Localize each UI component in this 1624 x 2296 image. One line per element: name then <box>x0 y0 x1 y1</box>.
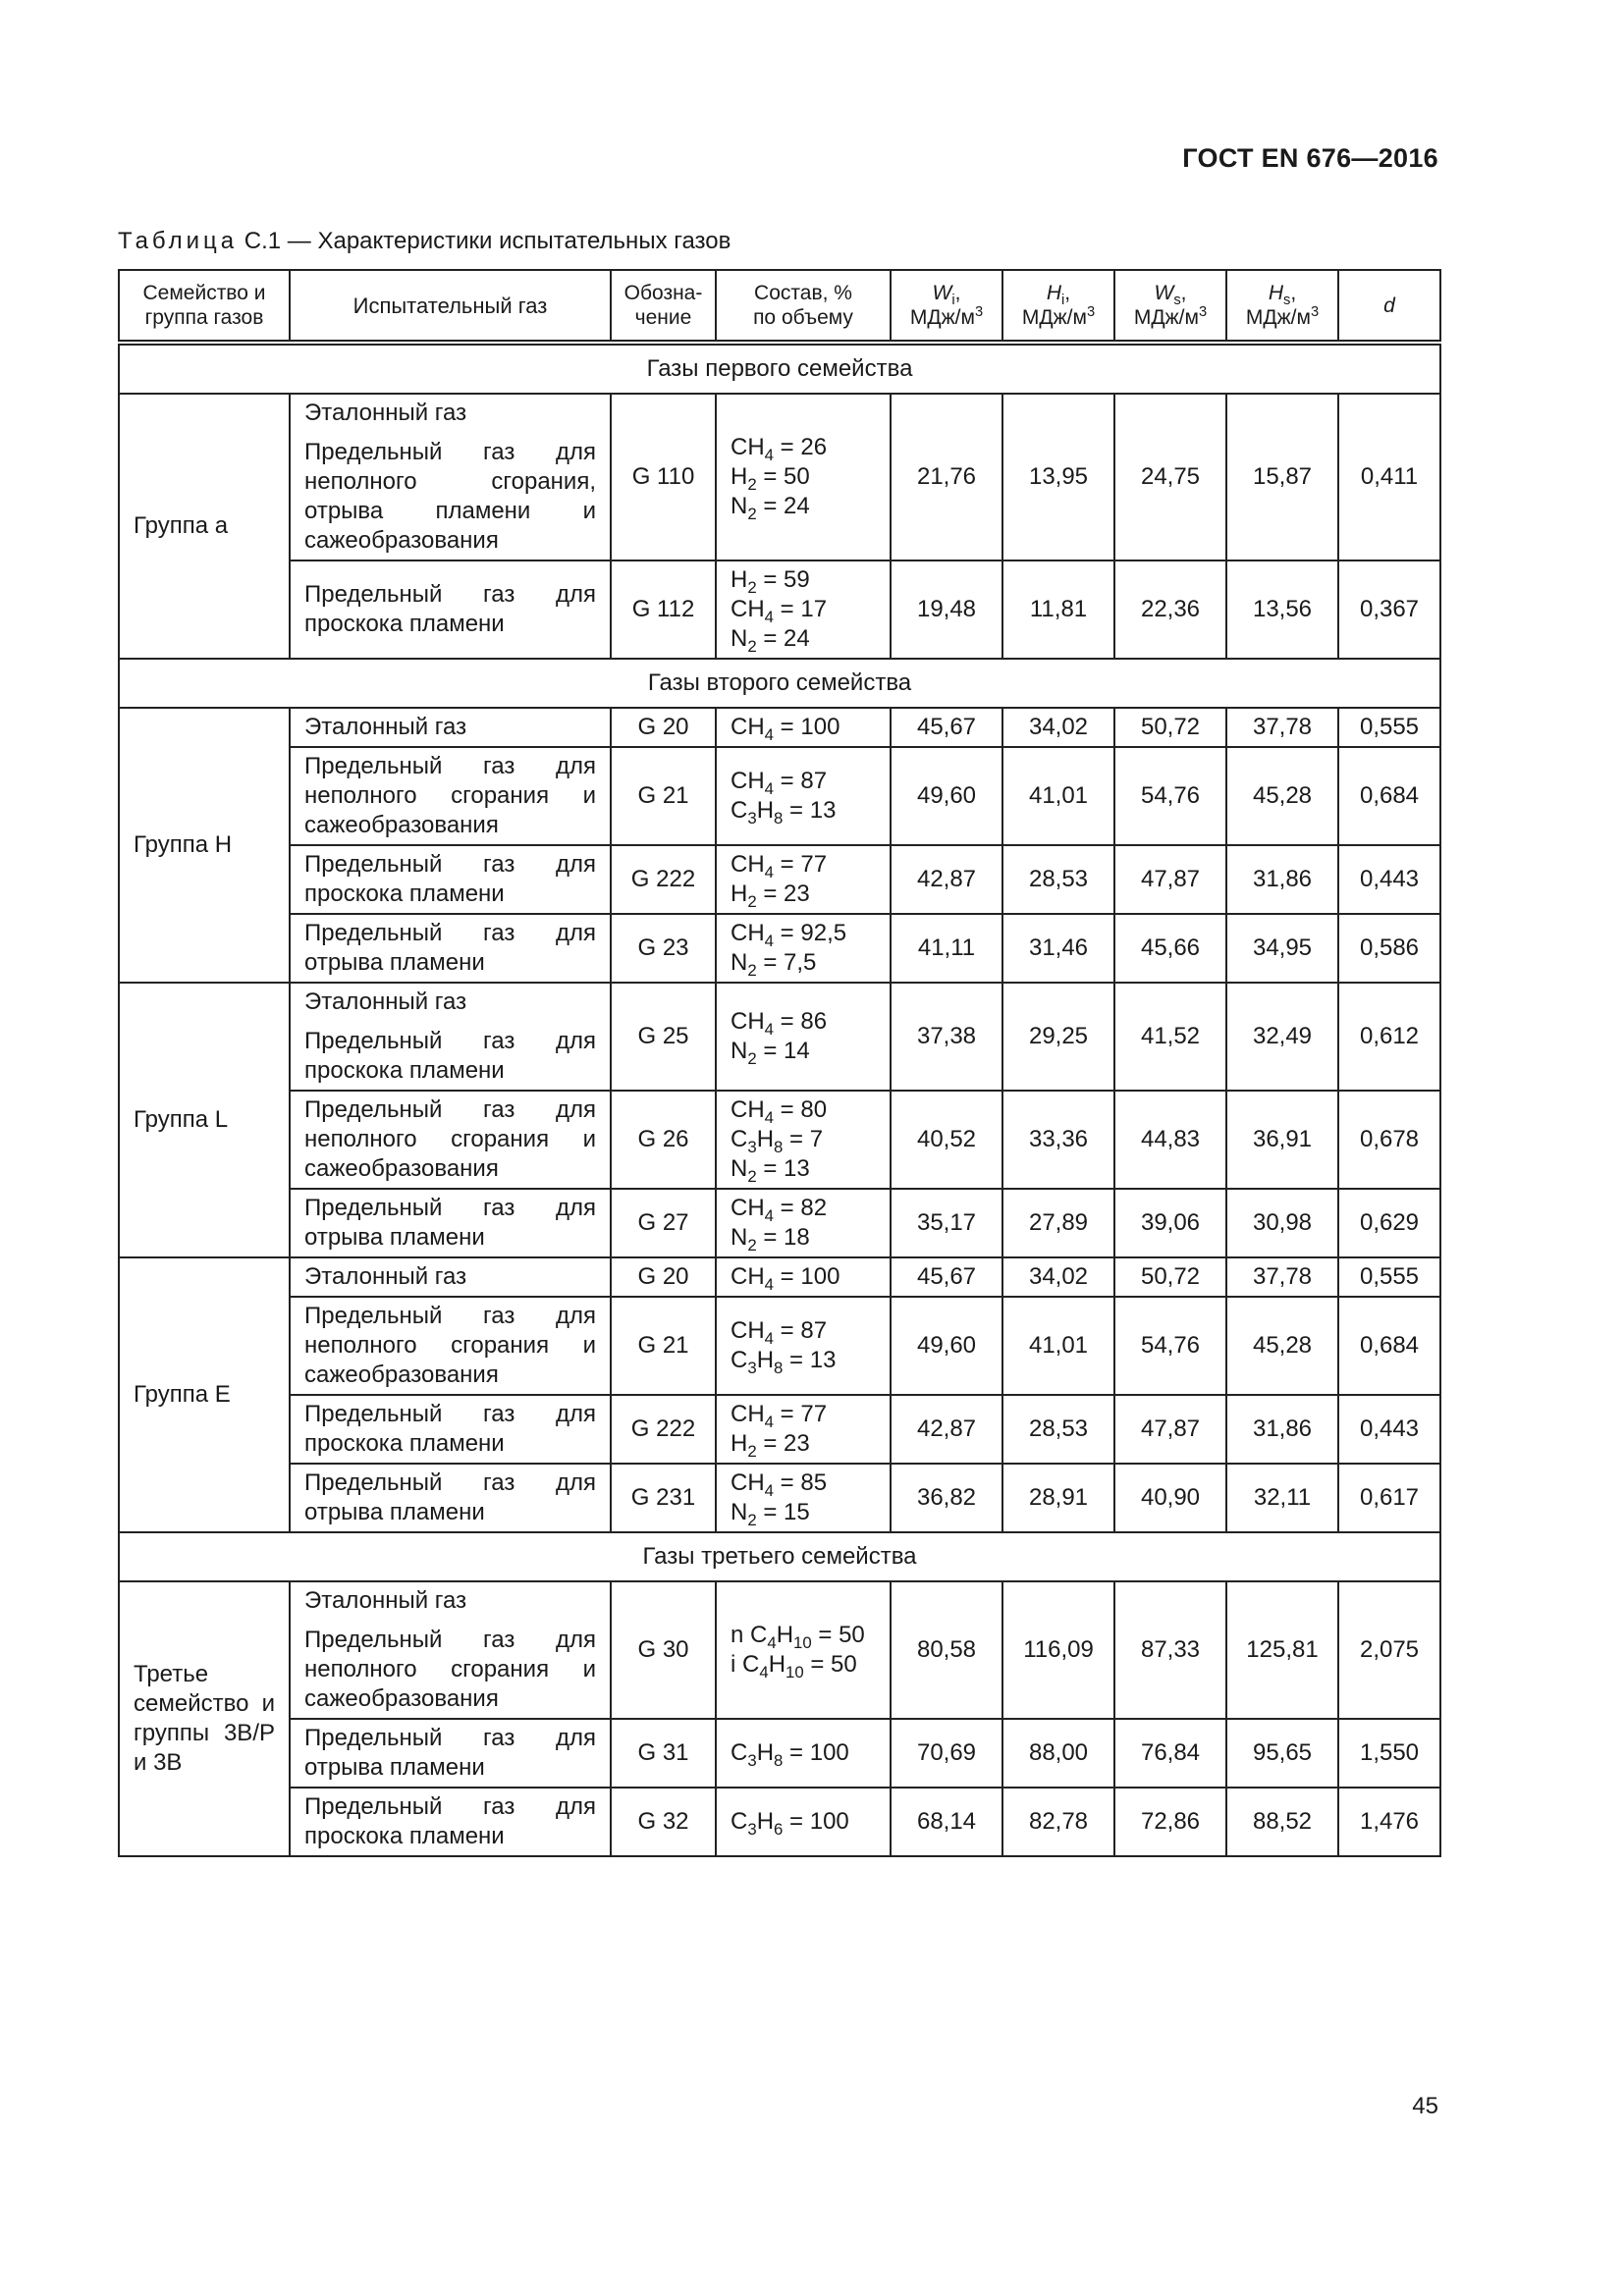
table-caption <box>118 228 731 255</box>
composition-line: $CH_4 = 86$ <box>731 1008 828 1039</box>
composition-line: $C_3H_8 = 7$ <box>731 1126 824 1156</box>
value-hi: 33,36 <box>1002 1091 1114 1189</box>
gas-name: Предельный газ для отрыва пламени <box>304 1469 596 1525</box>
value-hi: 13,95 <box>1002 394 1114 561</box>
group-cell <box>119 394 290 659</box>
value-hi: 41,01 <box>1002 1297 1114 1395</box>
designation: G 20 <box>611 708 716 747</box>
composition-line: $CH_4 = 77$ <box>731 851 828 881</box>
designation: G 222 <box>611 845 716 914</box>
value-wi: 80,58 <box>891 1581 1002 1719</box>
group-label: Группа L <box>134 1106 229 1133</box>
value-wi: 49,60 <box>891 747 1002 845</box>
value-hs: 31,86 <box>1226 845 1338 914</box>
value-hi: 34,02 <box>1002 1257 1114 1297</box>
value-wi: 37,38 <box>891 983 1002 1091</box>
gas-name: Предельный газ для проскока пламени <box>304 851 596 907</box>
designation: G 26 <box>611 1091 716 1189</box>
gas-name: Предельный газ для проскока пламени <box>304 581 596 637</box>
gas-name-cell <box>290 561 611 659</box>
value-ws: 39,06 <box>1114 1189 1226 1257</box>
value-hi: 11,81 <box>1002 561 1114 659</box>
value-d: 0,443 <box>1338 1395 1440 1464</box>
table-row <box>119 394 1440 561</box>
composition <box>716 1464 891 1532</box>
gas-name-cell <box>290 1788 611 1856</box>
designation: G 20 <box>611 1257 716 1297</box>
value-wi: 45,67 <box>891 708 1002 747</box>
composition-line: $CH_4 = 87$ <box>731 1317 828 1348</box>
gas-name-cell <box>290 1719 611 1788</box>
gas-name-cell <box>290 394 611 561</box>
value-wi: 19,48 <box>891 561 1002 659</box>
designation: G 231 <box>611 1464 716 1532</box>
caption-text: С.1 — Характеристики испытательных газов <box>244 228 731 254</box>
value-d: 1,476 <box>1338 1788 1440 1856</box>
gas-name-cell <box>290 845 611 914</box>
value-ws: 22,36 <box>1114 561 1226 659</box>
composition-line: $CH_4 = 80$ <box>731 1096 828 1127</box>
designation: G 32 <box>611 1788 716 1856</box>
gas-name-cell <box>290 983 611 1091</box>
value-d: 0,678 <box>1338 1091 1440 1189</box>
value-wi: 68,14 <box>891 1788 1002 1856</box>
composition <box>716 1788 891 1856</box>
value-hs: 36,91 <box>1226 1091 1338 1189</box>
gas-name: Эталонный газ <box>304 988 467 1015</box>
composition <box>716 561 891 659</box>
value-hi: 28,53 <box>1002 845 1114 914</box>
designation: G 23 <box>611 914 716 983</box>
value-ws: 47,87 <box>1114 845 1226 914</box>
table-row <box>119 708 1440 747</box>
value-wi: 35,17 <box>891 1189 1002 1257</box>
value-hs: 88,52 <box>1226 1788 1338 1856</box>
table-row <box>119 1091 1440 1189</box>
value-hs: 45,28 <box>1226 747 1338 845</box>
gas-name: Предельный газ для проскока пламени <box>304 1793 596 1849</box>
gas-name: Предельный газ для неполного сгорания и сажеобразования <box>304 1096 596 1182</box>
gas-name: Эталонный газ <box>304 1263 467 1290</box>
composition-line: $C_3H_8 = 100$ <box>731 1739 849 1770</box>
gas-name: Предельный газ для проскока пламени <box>304 1401 596 1457</box>
composition <box>716 708 891 747</box>
value-ws: 54,76 <box>1114 747 1226 845</box>
value-hi: 31,46 <box>1002 914 1114 983</box>
designation: G 27 <box>611 1189 716 1257</box>
designation: G 222 <box>611 1395 716 1464</box>
gas-name: Предельный газ для неполного сгорания и сажеобразования <box>304 1627 596 1712</box>
value-hs: 31,86 <box>1226 1395 1338 1464</box>
table-row <box>119 1395 1440 1464</box>
composition-line: $N_2 = 24$ <box>731 493 810 523</box>
section-title: Газы третьего семейства <box>119 1532 1440 1581</box>
composition-line: $H_2 = 23$ <box>731 1430 810 1461</box>
group-cell <box>119 708 290 983</box>
gas-name-cell <box>290 1581 611 1719</box>
value-hi: 34,02 <box>1002 708 1114 747</box>
value-d: 0,443 <box>1338 845 1440 914</box>
composition-line: $CH_4 = 100$ <box>731 1263 840 1294</box>
value-hs: 45,28 <box>1226 1297 1338 1395</box>
designation: G 30 <box>611 1581 716 1719</box>
gas-name: Эталонный газ <box>304 1587 467 1614</box>
table-row <box>119 1464 1440 1532</box>
gas-name: Предельный газ для отрыва пламени <box>304 1195 596 1251</box>
composition <box>716 983 891 1091</box>
value-wi: 40,52 <box>891 1091 1002 1189</box>
test-gases-table <box>118 269 1441 1857</box>
col-designation: Обозна- чение <box>611 270 716 343</box>
composition-line: $N_2 = 18$ <box>731 1224 810 1255</box>
value-d: 2,075 <box>1338 1581 1440 1719</box>
value-ws: 72,86 <box>1114 1788 1226 1856</box>
gas-name: Эталонный газ <box>304 714 467 740</box>
composition-line: $CH_4 = 92,5$ <box>731 920 847 950</box>
value-d: 0,555 <box>1338 708 1440 747</box>
value-hi: 27,89 <box>1002 1189 1114 1257</box>
col-hs: $H_s$, МДж/$м^3$ <box>1226 270 1338 343</box>
value-hs: 30,98 <box>1226 1189 1338 1257</box>
composition <box>716 1297 891 1395</box>
value-ws: 40,90 <box>1114 1464 1226 1532</box>
composition-line: $CH_4 = 100$ <box>731 714 840 744</box>
value-d: 0,684 <box>1338 1297 1440 1395</box>
composition-line: $N_2 = 15$ <box>731 1499 810 1529</box>
gas-name: Предельный газ для неполного сгорания и сажеобразования <box>304 753 596 838</box>
value-d: 0,586 <box>1338 914 1440 983</box>
composition-line: n $C_4H_{10} = 50$ <box>731 1622 865 1652</box>
composition-line: $CH_4 = 85$ <box>731 1469 828 1500</box>
value-ws: 45,66 <box>1114 914 1226 983</box>
gas-name: Предельный газ для неполного сгорания, отрыва пламени и сажеобразования <box>304 439 596 554</box>
value-ws: 54,76 <box>1114 1297 1226 1395</box>
section-title: Газы второго семейства <box>119 659 1440 708</box>
value-hs: 32,49 <box>1226 983 1338 1091</box>
composition-line: $CH_4 = 77$ <box>731 1401 828 1431</box>
composition <box>716 1719 891 1788</box>
designation: G 31 <box>611 1719 716 1788</box>
value-d: 0,411 <box>1338 394 1440 561</box>
composition <box>716 1581 891 1719</box>
designation: G 112 <box>611 561 716 659</box>
table-row <box>119 1257 1440 1297</box>
value-hi: 29,25 <box>1002 983 1114 1091</box>
designation: G 110 <box>611 394 716 561</box>
value-d: 0,612 <box>1338 983 1440 1091</box>
gas-name: Предельный газ для отрыва пламени <box>304 1725 596 1781</box>
composition <box>716 394 891 561</box>
section-title: Газы первого семейства <box>119 343 1440 394</box>
col-composition: Состав, % по объему <box>716 270 891 343</box>
gas-name-cell <box>290 708 611 747</box>
value-d: 0,629 <box>1338 1189 1440 1257</box>
designation: G 21 <box>611 1297 716 1395</box>
group-cell <box>119 983 290 1257</box>
table-row <box>119 1719 1440 1788</box>
gas-name-cell <box>290 914 611 983</box>
value-hs: 15,87 <box>1226 394 1338 561</box>
designation: G 21 <box>611 747 716 845</box>
value-wi: 49,60 <box>891 1297 1002 1395</box>
composition-line: $N_2 = 24$ <box>731 625 810 656</box>
value-hs: 125,81 <box>1226 1581 1338 1719</box>
table-header-row <box>119 270 1440 343</box>
composition-line: $H_2 = 50$ <box>731 463 810 494</box>
value-d: 0,617 <box>1338 1464 1440 1532</box>
group-cell <box>119 1257 290 1532</box>
table-row <box>119 1297 1440 1395</box>
col-wi: $W_i$, МДж/$м^3$ <box>891 270 1002 343</box>
value-hi: 41,01 <box>1002 747 1114 845</box>
composition-line: $CH_4 = 87$ <box>731 768 828 798</box>
col-family: Семейство и группа газов <box>119 270 290 343</box>
value-hs: 13,56 <box>1226 561 1338 659</box>
value-wi: 70,69 <box>891 1719 1002 1788</box>
designation: G 25 <box>611 983 716 1091</box>
composition-line: $N_2 = 14$ <box>731 1038 810 1068</box>
value-d: 1,550 <box>1338 1719 1440 1788</box>
gas-name-cell <box>290 747 611 845</box>
value-ws: 24,75 <box>1114 394 1226 561</box>
table-row <box>119 914 1440 983</box>
composition-line: i $C_4H_{10} = 50$ <box>731 1651 857 1682</box>
section-row <box>119 1532 1440 1581</box>
composition-line: $CH_4 = 26$ <box>731 434 828 464</box>
group-label: Группа а <box>134 512 229 539</box>
composition-line: $C_3H_8 = 13$ <box>731 797 837 828</box>
composition-line: $CH_4 = 82$ <box>731 1195 828 1225</box>
value-ws: 41,52 <box>1114 983 1226 1091</box>
value-hs: 34,95 <box>1226 914 1338 983</box>
value-hi: 88,00 <box>1002 1719 1114 1788</box>
composition <box>716 1189 891 1257</box>
gas-name-cell <box>290 1189 611 1257</box>
value-wi: 42,87 <box>891 845 1002 914</box>
value-hs: 37,78 <box>1226 1257 1338 1297</box>
col-gas: Испытательный газ <box>290 270 611 343</box>
value-d: 0,555 <box>1338 1257 1440 1297</box>
table-row <box>119 845 1440 914</box>
value-ws: 50,72 <box>1114 708 1226 747</box>
value-ws: 44,83 <box>1114 1091 1226 1189</box>
value-hs: 37,78 <box>1226 708 1338 747</box>
col-d: d <box>1338 270 1440 343</box>
gas-name: Предельный газ для отрыва пламени <box>304 920 596 976</box>
composition-line: $N_2 = 13$ <box>731 1155 810 1186</box>
composition-line: $CH_4 = 17$ <box>731 596 828 626</box>
value-wi: 45,67 <box>891 1257 1002 1297</box>
composition <box>716 1257 891 1297</box>
composition <box>716 1091 891 1189</box>
composition <box>716 914 891 983</box>
group-label: Третье семейство и группы 3В/Р и 3В <box>134 1661 275 1776</box>
gas-name-cell <box>290 1091 611 1189</box>
section-row <box>119 659 1440 708</box>
page-number: 45 <box>1412 2093 1438 2119</box>
composition <box>716 1395 891 1464</box>
value-d: 0,684 <box>1338 747 1440 845</box>
document-code: ГОСТ EN 676—2016 <box>1182 143 1438 173</box>
composition <box>716 747 891 845</box>
gas-name-cell <box>290 1464 611 1532</box>
composition <box>716 845 891 914</box>
gas-name-cell <box>290 1297 611 1395</box>
table-row <box>119 983 1440 1091</box>
value-hi: 28,53 <box>1002 1395 1114 1464</box>
value-wi: 21,76 <box>891 394 1002 561</box>
value-hi: 28,91 <box>1002 1464 1114 1532</box>
table-row <box>119 1189 1440 1257</box>
value-d: 0,367 <box>1338 561 1440 659</box>
gas-name: Предельный газ для неполного сгорания и сажеобразования <box>304 1303 596 1388</box>
value-ws: 50,72 <box>1114 1257 1226 1297</box>
table-row <box>119 561 1440 659</box>
value-wi: 41,11 <box>891 914 1002 983</box>
group-label: Группа Н <box>134 831 233 858</box>
col-ws: $W_s$, МДж/$м^3$ <box>1114 270 1226 343</box>
value-hi: 82,78 <box>1002 1788 1114 1856</box>
gas-name-cell <box>290 1395 611 1464</box>
group-cell <box>119 1581 290 1856</box>
value-hs: 95,65 <box>1226 1719 1338 1788</box>
gas-name: Эталонный газ <box>304 400 467 426</box>
composition-line: $C_3H_6 = 100$ <box>731 1808 849 1839</box>
value-ws: 47,87 <box>1114 1395 1226 1464</box>
value-wi: 42,87 <box>891 1395 1002 1464</box>
table-row <box>119 747 1440 845</box>
composition-line: $H_2 = 23$ <box>731 881 810 911</box>
value-ws: 87,33 <box>1114 1581 1226 1719</box>
composition-line: $C_3H_8 = 13$ <box>731 1347 837 1377</box>
gas-name-cell <box>290 1257 611 1297</box>
table-row <box>119 1788 1440 1856</box>
value-ws: 76,84 <box>1114 1719 1226 1788</box>
group-label: Группа Е <box>134 1381 231 1408</box>
value-hs: 32,11 <box>1226 1464 1338 1532</box>
gas-name: Предельный газ для проскока пламени <box>304 1028 596 1084</box>
caption-prefix: Таблица <box>118 228 239 254</box>
value-hi: 116,09 <box>1002 1581 1114 1719</box>
table-row <box>119 1581 1440 1719</box>
composition-line: $N_2 = 7,5$ <box>731 949 817 980</box>
composition-line: $H_2 = 59$ <box>731 566 810 597</box>
section-row <box>119 343 1440 394</box>
col-hi: $H_i$, МДж/$м^3$ <box>1002 270 1114 343</box>
value-wi: 36,82 <box>891 1464 1002 1532</box>
